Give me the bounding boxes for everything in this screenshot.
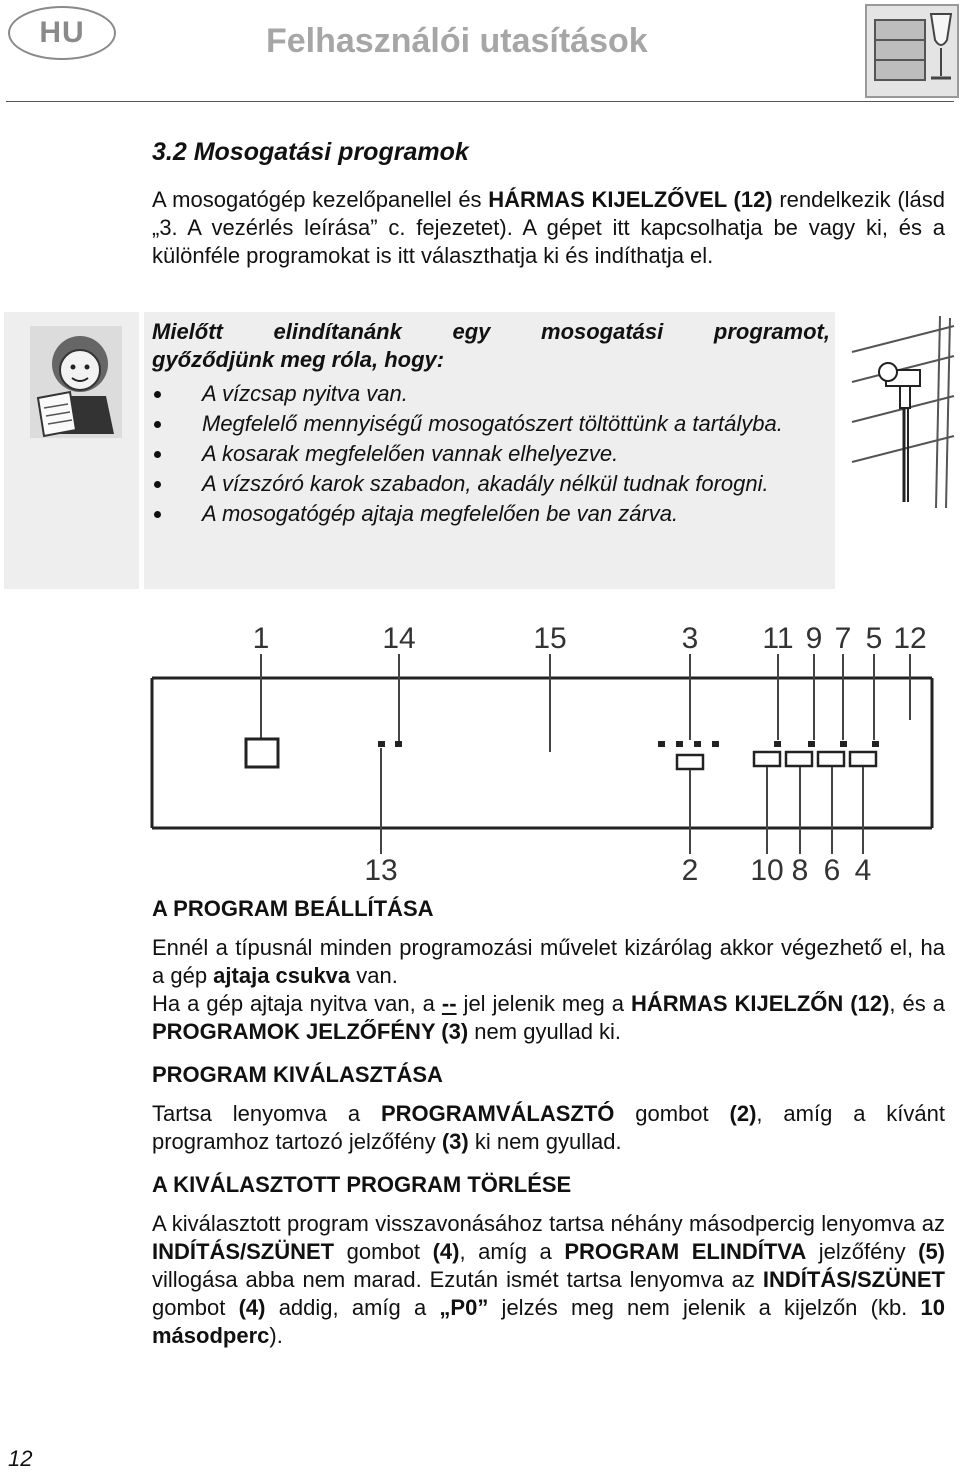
callout-label-13: 13 [364, 854, 398, 887]
warning-heading-line1: Mielőtt elindítanánk egy mosogatási programot, [152, 319, 830, 344]
dishwasher-glass-icon [865, 4, 959, 98]
heading-program-setting: A PROGRAM BEÁLLÍTÁSA [152, 896, 434, 921]
heading-program-cancel: A KIVÁLASZTOTT PROGRAM TÖRLÉSE [152, 1172, 572, 1197]
section-title: 3.2 Mosogatási programok [152, 138, 469, 166]
control-panel-diagram [140, 610, 940, 890]
checklist-item [152, 380, 830, 408]
callout-label-10: 10 [750, 854, 784, 887]
option-button-8 [786, 752, 812, 766]
language-code: HU [39, 16, 85, 49]
callout-label-8: 8 [791, 854, 809, 887]
callout-label-9: 9 [805, 622, 823, 655]
program-led [712, 741, 719, 747]
emphasis: (5) [918, 1239, 946, 1264]
document-title: Felhasználói utasítások [266, 22, 648, 60]
emphasis: 10 másodperc [152, 1295, 945, 1348]
emphasis: PROGRAMVÁLASZTÓ [380, 1101, 615, 1126]
bullet-icon [154, 421, 161, 428]
option-led [872, 741, 879, 747]
option-led [808, 741, 815, 747]
checklist-item [152, 470, 830, 498]
callout-label-3: 3 [681, 622, 699, 655]
callout-label-14: 14 [382, 622, 416, 655]
emphasis: PROGRAM ELINDÍTVA [564, 1239, 807, 1264]
triple-display [886, 722, 926, 750]
emphasis: PROGRAMOK JELZŐFÉNY (3) [152, 1019, 469, 1044]
checklist-item [152, 440, 830, 468]
heading-program-selection: PROGRAM KIVÁLASZTÁSA [152, 1062, 443, 1087]
warning-checklist [152, 380, 830, 530]
program-selection-paragraph: Tartsa lenyomva a PROGRAMVÁLASZTÓ gombot (2), amíg a kívánt programhoz tartozó jelzőfény (3) ki nem gyullad. [152, 1101, 946, 1154]
checklist-item-text: Megfelelő mennyiségű mosogatószert töltöttünk a tartályba. [202, 411, 783, 436]
indicator-led [395, 741, 402, 747]
language-badge [8, 6, 116, 60]
program-setting-paragraph-1: Ennél a típusnál minden programozási művelet kizárólag akkor végezhető el, ha a gép ajtaja csukva van. [152, 935, 945, 988]
option-led [774, 741, 781, 747]
bullet-icon [154, 511, 161, 518]
checklist-item-text: A vízcsap nyitva van. [202, 381, 408, 406]
emphasis: „P0” [439, 1295, 489, 1320]
emphasis: (4) [238, 1295, 266, 1320]
emphasis: HÁRMAS KIJELZŐVEL (12) [488, 187, 773, 212]
emphasis: HÁRMAS KIJELZŐN [630, 991, 844, 1016]
emphasis: INDÍTÁS/SZÜNET [152, 1239, 335, 1264]
program-led [658, 741, 665, 747]
checklist-item [152, 410, 830, 438]
callout-label-6: 6 [823, 854, 841, 887]
callout-label-1: 1 [252, 622, 270, 655]
warning-heading-line2: győződjünk meg róla, hogy: [152, 347, 445, 372]
option-button-10 [754, 752, 780, 766]
callout-label-5: 5 [865, 622, 883, 655]
emphasis: (2) [729, 1101, 757, 1126]
program-led [676, 741, 683, 747]
water-tap-icon [846, 312, 956, 512]
emphasis: (3) [441, 1129, 469, 1154]
callout-label-7: 7 [834, 622, 852, 655]
emphasis: (4) [432, 1239, 460, 1264]
program-cancel-paragraph: A kiválasztott program visszavonásához tartsa néhány másodpercig lenyomva az INDÍTÁS/SZÜNET gombot (4), amíg a PROGRAM ELINDÍTVA jelzőfény (5) villogása abba nem marad. Ezután ismét tartsa lenyomva az INDÍTÁS/SZÜNET gombot (4) addig, amíg a „P0” jelzés meg nem jelenik a kijelzőn (kb. 10 másodperc). [152, 1211, 946, 1348]
intro-paragraph: A mosogatógép kezelőpanellel és HÁRMAS KIJELZŐVEL (12) rendelkezik (lásd „3. A vezérlés leírása” c. fejezetet). A gépet itt kapcsolhatja be vagy ki, és a különféle programokat is itt választhatja ki és indíthatja el. [152, 187, 946, 268]
checklist-item-text: A vízszóró karok szabadon, akadály nélkül tudnak forogni. [202, 471, 769, 496]
page-number: 12 [8, 1446, 33, 1471]
emphasis: (12) [850, 991, 890, 1016]
program-setting-paragraph-2: Ha a gép ajtaja nyitva van, a -- jel jelenik meg a HÁRMAS KIJELZŐN (12), és a PROGRAMOK JELZŐFÉNY (3) nem gyullad ki. [152, 991, 945, 1044]
header-divider [6, 101, 954, 102]
checklist-item-text: A kosarak megfelelően vannak elhelyezve. [202, 441, 619, 466]
callout-label-15: 15 [533, 622, 567, 655]
start-pause-button [850, 752, 876, 766]
bullet-icon [154, 451, 161, 458]
option-led [840, 741, 847, 747]
emphasis: INDÍTÁS/SZÜNET [762, 1267, 945, 1292]
indicator-led [378, 741, 385, 747]
option-button-6 [818, 752, 844, 766]
bullet-icon [154, 391, 161, 398]
checklist-item [152, 500, 830, 528]
checklist-item-text: A mosogatógép ajtaja megfelelően be van zárva. [202, 501, 679, 526]
power-button [246, 739, 278, 767]
emphasis: ajtaja csukva [213, 963, 351, 988]
program-select-button [677, 755, 703, 769]
callout-label-11: 11 [762, 622, 794, 655]
person-reading-icon [4, 312, 139, 589]
dishwasher-glass-icon-graphic [867, 6, 957, 96]
program-setting-text [152, 934, 945, 1046]
program-led [694, 741, 701, 747]
callout-label-2: 2 [681, 854, 699, 887]
callout-label-12: 12 [893, 622, 927, 655]
bullet-icon [154, 481, 161, 488]
callout-label-4: 4 [854, 854, 872, 887]
emphasis: -- [441, 991, 457, 1016]
warning-icon-panel [4, 312, 139, 589]
